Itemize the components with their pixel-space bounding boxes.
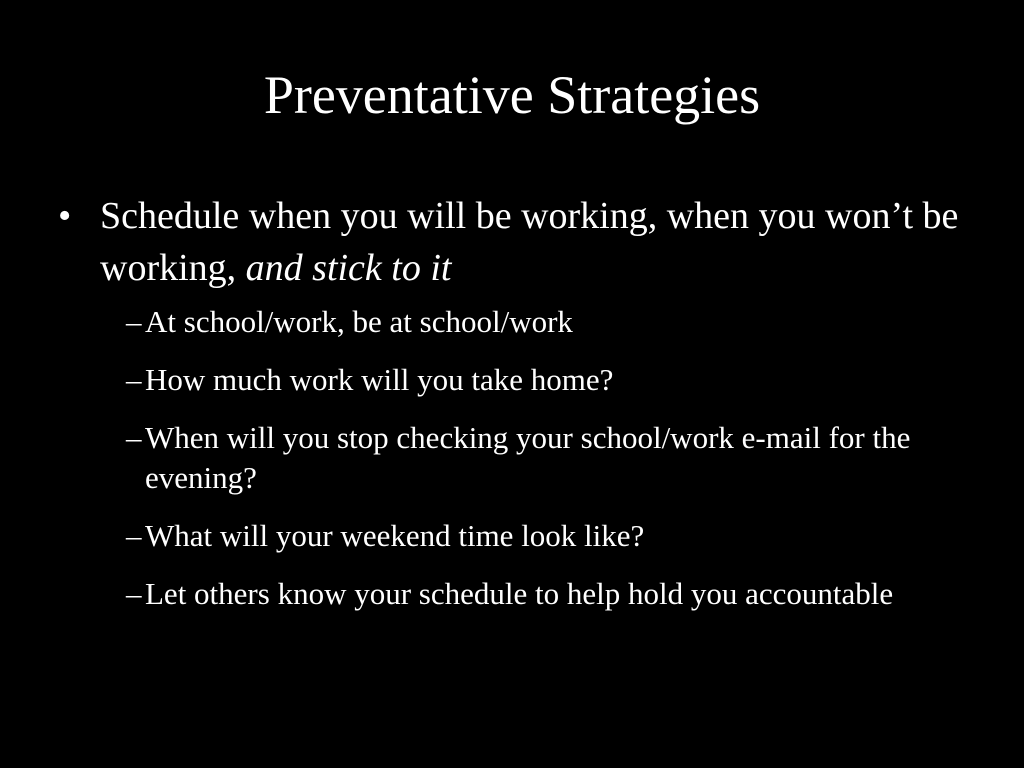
- main-bullet-emphasis: and stick to it: [245, 247, 452, 289]
- sub-bullet-list: [58, 302, 978, 614]
- sub-bullet-text: At school/work, be at school/work: [145, 304, 573, 339]
- sub-bullet: [58, 418, 978, 498]
- sub-bullet: [58, 360, 978, 400]
- sub-bullet-text: Let others know your schedule to help hold you accountable: [145, 576, 894, 611]
- dash-marker: –: [126, 362, 142, 397]
- sub-bullet-text: What will your weekend time look like?: [145, 518, 645, 553]
- sub-bullet: [58, 302, 978, 342]
- dash-marker: –: [126, 518, 142, 553]
- sub-bullet: [58, 574, 978, 614]
- main-bullet-text: Schedule when you will be working, when you won’t be working,: [100, 195, 959, 289]
- sub-bullet: [58, 516, 978, 556]
- dash-marker: –: [126, 576, 142, 611]
- bullet-marker: •: [58, 195, 72, 237]
- sub-bullet-text: When will you stop checking your school/work e-mail for the evening?: [145, 420, 911, 495]
- main-bullet: [58, 190, 978, 294]
- sub-bullet-text: How much work will you take home?: [145, 362, 614, 397]
- slide-title: Preventative Strategies: [263, 65, 761, 125]
- dash-marker: –: [126, 304, 142, 339]
- dash-marker: –: [126, 420, 142, 455]
- slide-content: [58, 190, 978, 632]
